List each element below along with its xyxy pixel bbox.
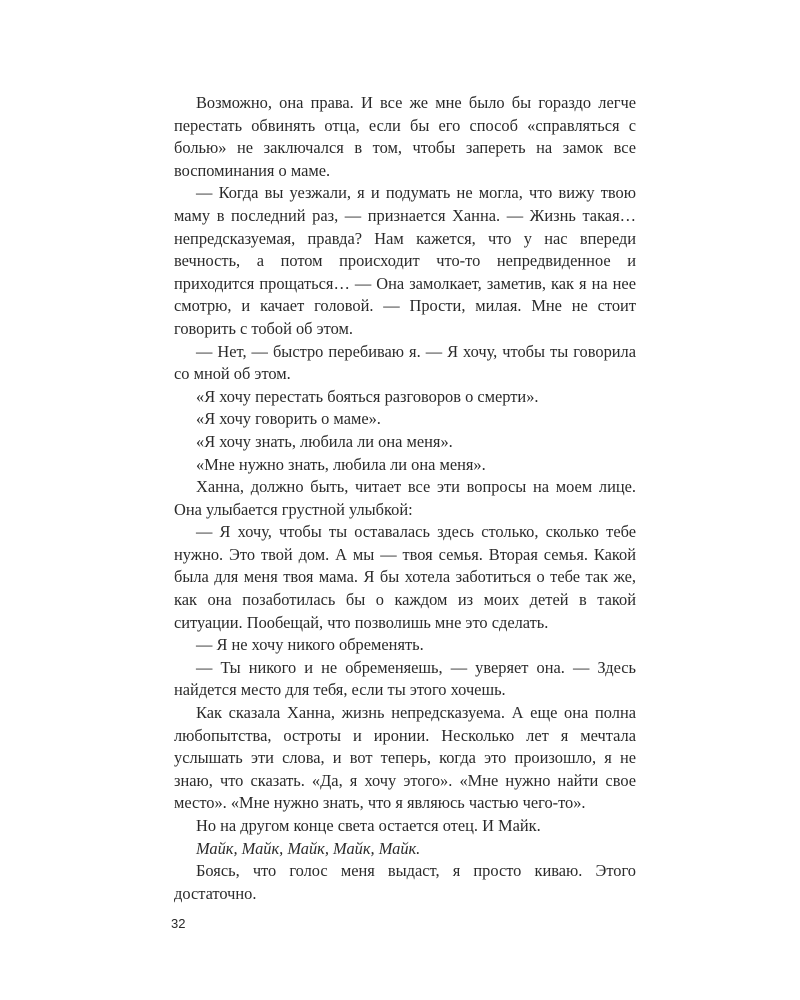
paragraph-10: — Я не хочу никого обременять. <box>196 635 424 655</box>
paragraph-1: Возможно, она права. И все же мне было бы гораздо легче перестать обвинять отца, если бы его способ «справляться с болью» не заключался в том, чтобы запереть на замок все воспоминания о маме. <box>174 93 636 180</box>
body-text <box>174 92 636 905</box>
paragraph-8: Ханна, должно быть, читает все эти вопросы на моем лице. Она улыбается грустной улыбкой: <box>174 477 636 519</box>
paragraph-4: «Я хочу перестать бояться разговоров о смерти». <box>196 386 539 406</box>
paragraph-6: «Я хочу знать, любила ли она меня». <box>196 431 453 451</box>
paragraph-14-italic: Майк, Майк, Майк, Майк, Майк. <box>196 838 421 858</box>
paragraph-13: Но на другом конце света остается отец. И Майк. <box>196 816 541 835</box>
paragraph-2: — Когда вы уезжали, я и подумать не могла, что вижу твою маму в последний раз, — признается Ханна. — Жизнь такая… непредсказуемая, правда? Нам кажется, что у нас впереди вечность, а потом происходит что-то непредвиденное и приходится прощаться… — Она замолкает, заметив, как я на нее смотрю, и качает головой. — Прости, милая. Мне не стоит говорить с тобой об этом. <box>174 183 636 338</box>
paragraph-9: — Я хочу, чтобы ты оставалась здесь столько, сколько тебе нужно. Это твой дом. А мы — твоя семья. Вторая семья. Какой была для меня твоя мама. Я бы хотела заботиться о тебе так же, как она позаботилась бы о каждом из моих детей в такой ситуации. Пообещай, что позволишь мне это сделать. <box>174 522 636 632</box>
page-number: 32 <box>171 916 186 931</box>
paragraph-12: Как сказала Ханна, жизнь непредсказуема. А еще она полна любопытства, остроты и иронии. Несколько лет я мечтала услышать эти слова, и вот теперь, когда это произошло, я не знаю, что сказать. «Да, я хочу этого». «Мне нужно найти свое место». «Мне нужно знать, что я являюсь частью чего-то». <box>174 703 636 813</box>
paragraph-3: — Нет, — быстро перебиваю я. — Я хочу, чтобы ты говорила со мной об этом. <box>174 341 636 384</box>
paragraph-11: — Ты никого и не обременяешь, — уверяет она. — Здесь найдется место для тебя, если ты этого хочешь. <box>174 657 636 700</box>
paragraph-5: «Я хочу говорить о маме». <box>196 409 381 429</box>
paragraph-15: Боясь, что голос меня выдаст, я просто киваю. Этого достаточно. <box>174 861 636 903</box>
paragraph-7: «Мне нужно знать, любила ли она меня». <box>196 454 486 474</box>
